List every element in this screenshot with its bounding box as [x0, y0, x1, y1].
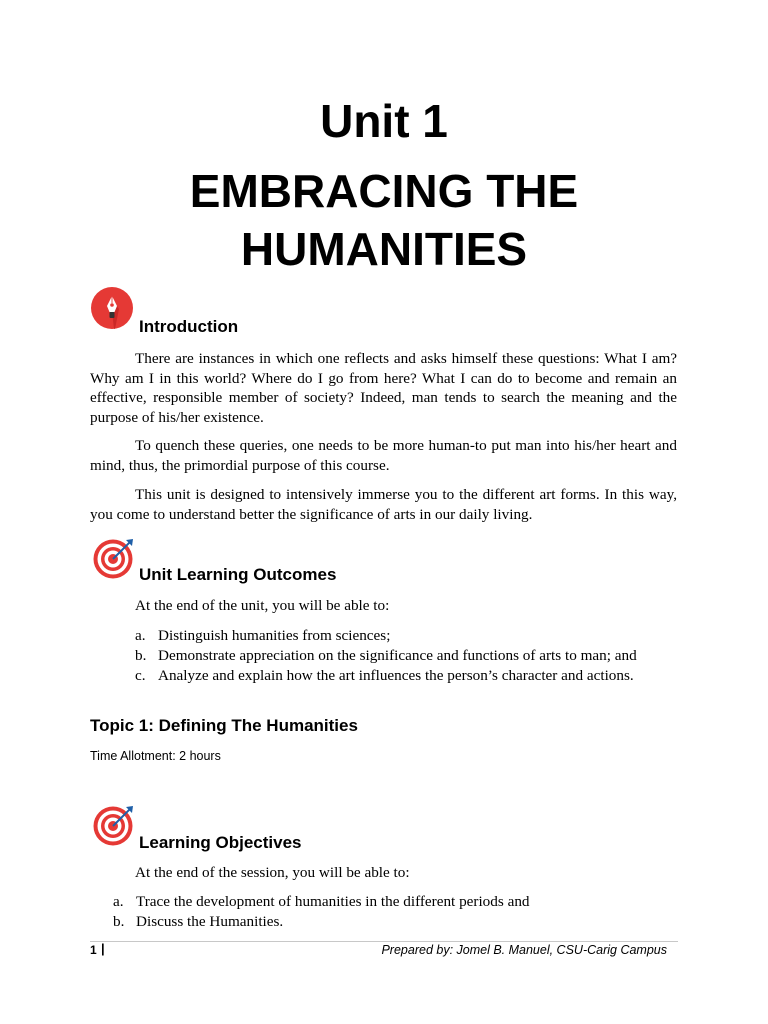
outcomes-lead: At the end of the unit, you will be able to:	[135, 597, 390, 614]
introduction-heading: Introduction	[139, 317, 239, 336]
objectives-heading: Learning Objectives	[139, 833, 302, 852]
unit-subtitle: EMBRACING THE HUMANITIES	[189, 165, 579, 275]
page-number: 1	[90, 943, 97, 957]
list-marker: c.	[135, 667, 146, 684]
intro-paragraph: To quench these queries, one needs to be more human-to put man into his/her heart and mind, thus, the primordial purpose of this course.	[90, 437, 677, 474]
prepared-by: Prepared by: Jomel B. Manuel, CSU-Carig Campus	[381, 943, 667, 957]
topic-heading: Topic 1: Defining The Humanities	[90, 716, 358, 735]
pen-nib-icon	[90, 286, 134, 330]
footer-separator: |	[101, 941, 105, 956]
footer-divider	[90, 941, 678, 942]
target-icon	[92, 803, 136, 847]
list-marker: a.	[113, 893, 124, 910]
unit-title: Unit 1	[320, 95, 448, 147]
list-text: Analyze and explain how the art influences the person’s character and actions.	[158, 667, 634, 684]
objectives-lead: At the end of the session, you will be able to:	[135, 864, 410, 881]
list-marker: b.	[135, 647, 147, 664]
outcomes-heading: Unit Learning Outcomes	[139, 565, 337, 584]
list-marker: b.	[113, 913, 125, 930]
list-text: Demonstrate appreciation on the significance and functions of arts to man; and	[158, 647, 637, 664]
target-icon	[92, 536, 136, 580]
time-allotment: Time Allotment: 2 hours	[90, 749, 221, 763]
list-text: Distinguish humanities from sciences;	[158, 627, 391, 644]
list-text: Discuss the Humanities.	[136, 913, 284, 930]
list-text: Trace the development of humanities in the different periods and	[136, 893, 530, 910]
intro-paragraph: This unit is designed to intensively immerse you to the different art forms. In this way, you come to understand better the significance of arts in our daily living.	[90, 486, 677, 523]
list-marker: a.	[135, 627, 146, 644]
intro-paragraph: There are instances in which one reflects and asks himself these questions: What I am? Why am I in this world? Where do I go from here? What I can do to become and remain an effective, responsible member of society? Indeed, man tends to search the meaning and the purpose of his/her existence.	[90, 350, 677, 426]
